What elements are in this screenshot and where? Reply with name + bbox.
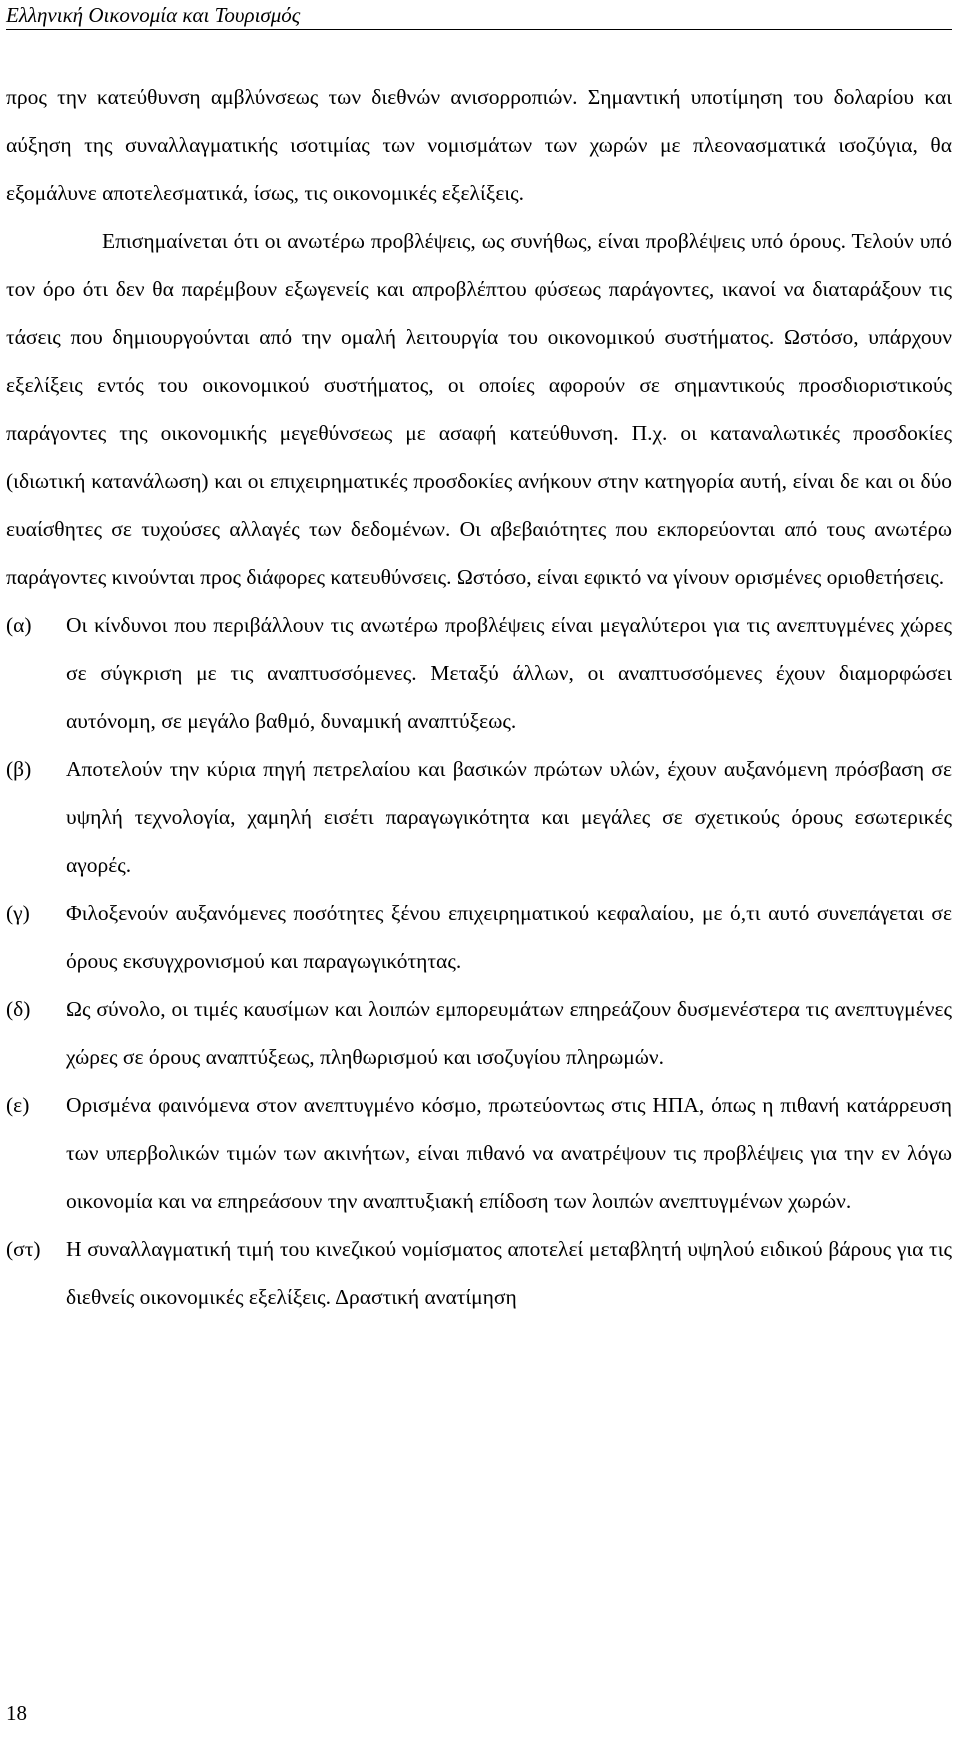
list-item bbox=[6, 985, 952, 1081]
header-rule bbox=[6, 29, 952, 30]
page-number: 18 bbox=[6, 1701, 27, 1725]
running-header bbox=[6, 0, 952, 32]
paragraph-continuation: προς την κατεύθυνση αμβλύνσεως των διεθνών ανισορροπιών. Σημαντική υποτίμηση του δολαρίου και αύξηση της συναλλαγματικής ισοτιμίας των νομισμάτων των χωρών με πλεονασματικά ισοζύγια, θα εξομάλυνε αποτελεσματικά, ίσως, τις οικονομικές εξελίξεις. bbox=[6, 85, 952, 205]
header-title: Ελληνική Οικονομία και Τουρισμός bbox=[6, 3, 301, 27]
list-item-label: (ε) bbox=[6, 1093, 30, 1117]
list-item bbox=[6, 1225, 952, 1321]
list-item-text: Φιλοξενούν αυξανόμενες ποσότητες ξένου επιχειρηματικού κεφαλαίου, με ό,τι αυτό συνεπάγεται σε όρους εκσυγχρονισμού και παραγωγικότητας. bbox=[66, 901, 952, 973]
list-item bbox=[6, 889, 952, 985]
document-page bbox=[6, 0, 952, 1744]
list-item-label: (δ) bbox=[6, 997, 31, 1021]
list-item bbox=[6, 745, 952, 889]
list-item-text: Ως σύνολο, οι τιμές καυσίμων και λοιπών εμπορευμάτων επηρεάζουν δυσμενέστερα τις ανεπτυγμένες χώρες σε όρους αναπτύξεως, πληθωρισμού και ισοζυγίου πληρωμών. bbox=[66, 997, 952, 1069]
list-item-label: (β) bbox=[6, 757, 32, 781]
list-item-label: (α) bbox=[6, 613, 32, 637]
list-item-text: Αποτελούν την κύρια πηγή πετρελαίου και βασικών πρώτων υλών, έχουν αυξανόμενη πρόσβαση σε υψηλή τεχνολογία, χαμηλή εισέτι παραγωγικότητα και μεγάλες σε σχετικούς όρους εσωτερικές αγορές. bbox=[66, 757, 952, 877]
list-item-label: (στ) bbox=[6, 1237, 41, 1261]
body-text bbox=[6, 73, 952, 1321]
list-item-text: Οι κίνδυνοι που περιβάλλουν τις ανωτέρω προβλέψεις είναι μεγαλύτεροι για τις ανεπτυγμένες χώρες σε σύγκριση με τις αναπτυσσόμενες. Μεταξύ άλλων, οι αναπτυσσόμενες έχουν διαμορφώσει αυτόνομη, σε μεγάλο βαθμό, δυναμική αναπτύξεως. bbox=[66, 613, 952, 733]
list-item-text: Η συναλλαγματική τιμή του κινεζικού νομίσματος αποτελεί μεταβλητή υψηλού ειδικού βάρους για τις διεθνείς οικονομικές εξελίξεις. Δραστική ανατίμηση bbox=[66, 1237, 952, 1309]
paragraph-forecast-conditions: Επισημαίνεται ότι οι ανωτέρω προβλέψεις, ως συνήθως, είναι προβλέψεις υπό όρους. Τελούν υπό τον όρο ότι δεν θα παρέμβουν εξωγενείς και απροβλέπτου φύσεως παράγοντες, ικανοί να διαταράξουν τις τάσεις που δημιουργούνται από την ομαλή λειτουργία του οικονομικού συστήματος. Ωστόσο, υπάρχουν εξελίξεις εντός του οικονομικού συστήματος, οι οποίες αφορούν σε σημαντικούς προσδιοριστικούς παράγοντες της οικονομικής μεγεθύνσεως με ασαφή κατεύθυνση. Π.χ. οι καταναλωτικές προσδοκίες (ιδιωτική κατανάλωση) και οι επιχειρηματικές προσδοκίες ανήκουν στην κατηγορία αυτή, είναι δε και οι δύο ευαίσθητες σε τυχούσες αλλαγές των δεδομένων. Οι αβεβαιότητες που εκπορεύονται από τους ανωτέρω παράγοντες κινούνται προς διάφορες κατευθύνσεις. Ωστόσο, είναι εφικτό να γίνουν ορισμένες οριοθετήσεις. bbox=[6, 229, 952, 589]
list-item-text: Ορισμένα φαινόμενα στον ανεπτυγμένο κόσμο, πρωτεύοντως στις ΗΠΑ, όπως η πιθανή κατάρρευση των υπερβολικών τιμών των ακινήτων, είναι πιθανό να ανατρέψουν τις προβλέψεις για την εν λόγω οικονομία και να επηρεάσουν την αναπτυξιακή επίδοση των λοιπών ανεπτυγμένων χωρών. bbox=[66, 1093, 952, 1213]
list-item bbox=[6, 1081, 952, 1225]
list-item-label: (γ) bbox=[6, 901, 30, 925]
list-item bbox=[6, 601, 952, 745]
